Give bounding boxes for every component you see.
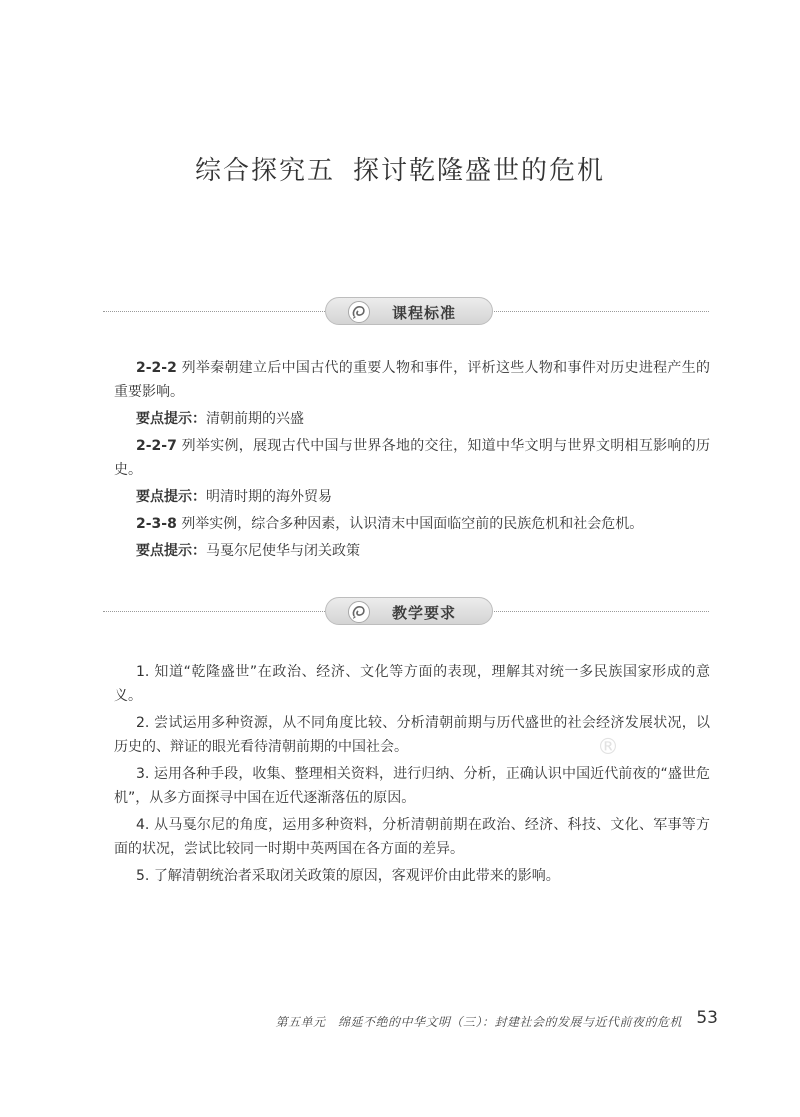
running-footer: 第五单元 绵延不绝的中华文明（三）：封建社会的发展与近代前夜的危机 (275, 1015, 682, 1029)
requirement-number: 1. (136, 664, 150, 680)
hint-text: 明清时期的海外贸易 (206, 489, 332, 505)
requirement-number: 2. (136, 715, 150, 731)
page-number: 53 (696, 1008, 718, 1028)
requirement-item (114, 711, 710, 759)
section-heading: 教学要求 (392, 604, 457, 622)
hint-label: 要点提示： (136, 411, 206, 427)
hint-text: 清朝前期的兴盛 (206, 411, 304, 427)
section-heading: 课程标准 (392, 304, 457, 322)
requirement-text: 知道“乾隆盛世”在政治、经济、文化等方面的表现，理解其对统一多民族国家形成的意义。 (114, 664, 710, 704)
requirement-text: 了解清朝统治者采取闭关政策的原因，客观评价由此带来的影响。 (153, 868, 560, 884)
standard-text: 列举秦朝建立后中国古代的重要人物和事件，评析这些人物和事件对历史进程产生的重要影响。 (114, 360, 711, 400)
requirement-item (114, 660, 710, 708)
standard-code: 2-2-2 (136, 360, 177, 376)
requirement-text: 运用各种手段，收集、整理相关资料，进行归纳、分析，正确认识中国近代前夜的“盛世危机”，从多方面探寻中国在近代逐渐落伍的原因。 (114, 766, 710, 806)
title-part-1: 综合探究五 (194, 156, 335, 186)
standard-item (114, 434, 710, 482)
key-point-hint (114, 485, 710, 509)
title-part-2: 探讨乾隆盛世的危机 (353, 156, 606, 186)
requirement-number: 3. (136, 766, 150, 782)
curriculum-content (114, 356, 710, 566)
key-point-hint (114, 407, 710, 431)
hint-label: 要点提示： (136, 543, 206, 559)
key-point-hint (114, 539, 710, 563)
requirement-text: 从马戛尔尼的角度，运用多种资料，分析清朝前期在政治、经济、科技、文化、军事等方面的状况，尝试比较同一时期中英两国在各方面的差异。 (114, 817, 711, 857)
standard-code: 2-2-7 (136, 438, 177, 454)
standard-text: 列举实例，展现古代中国与世界各地的交往，知道中华文明与世界文明相互影响的历史。 (114, 438, 711, 478)
hint-text: 马戛尔尼使华与闭关政策 (206, 543, 360, 559)
standard-text: 列举实例，综合多种因素，认识清末中国面临空前的民族危机和社会危机。 (181, 516, 644, 532)
requirement-text: 尝试运用多种资源，从不同角度比较、分析清朝前期与历代盛世的社会经济发展状况，以历史的、辩证的眼光看待清朝前期的中国社会。 (114, 715, 711, 755)
section-badge (325, 597, 493, 625)
standard-item (114, 512, 710, 536)
section-badge (325, 297, 493, 325)
standard-item (114, 356, 710, 404)
requirement-item (114, 864, 710, 888)
requirement-number: 5. (136, 868, 150, 884)
registered-mark-watermark: ® (597, 735, 619, 760)
speech-swirl-icon (348, 601, 370, 623)
speech-swirl-icon (348, 301, 370, 323)
standard-code: 2-3-8 (136, 516, 177, 532)
section-header-teaching (103, 597, 709, 627)
requirement-item (114, 762, 710, 810)
hint-label: 要点提示： (136, 489, 206, 505)
section-header-curriculum (103, 297, 709, 327)
page-title (0, 150, 800, 187)
teaching-content (114, 660, 710, 891)
requirement-number: 4. (136, 817, 150, 833)
requirement-item (114, 813, 710, 861)
